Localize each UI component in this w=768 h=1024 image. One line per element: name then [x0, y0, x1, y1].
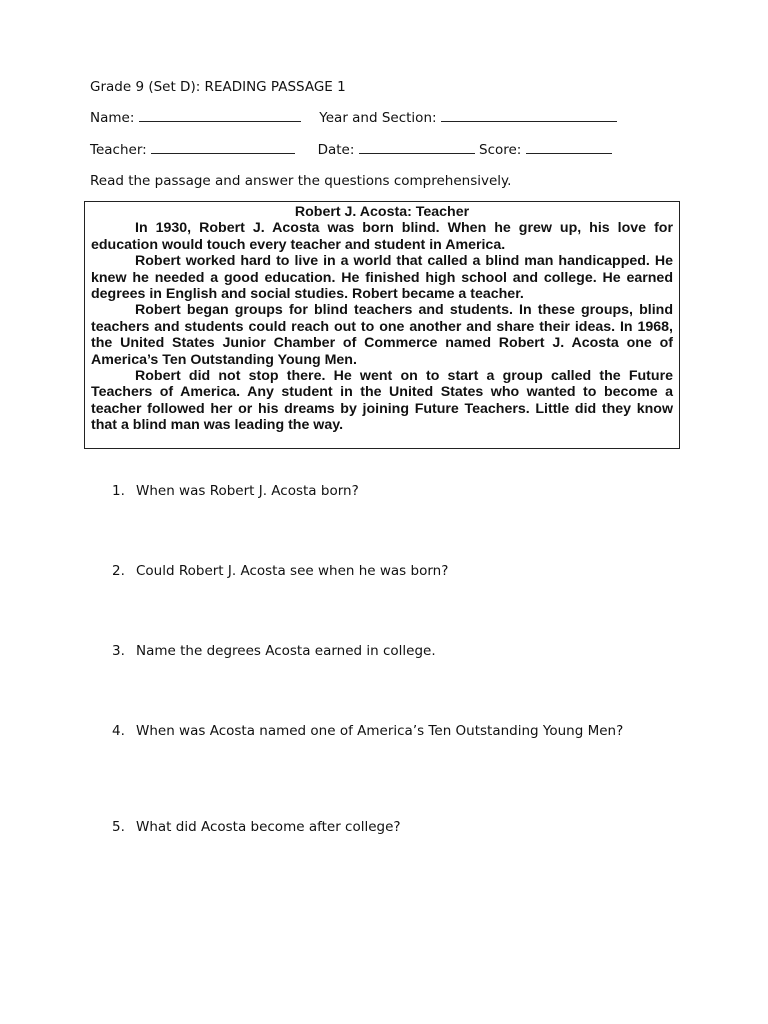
instruction-text: Read the passage and answer the questions comprehensively. [90, 173, 512, 189]
passage-paragraph: Robert worked hard to live in a world that called a blind man handicapped. He knew he needed a good education. He finished high school and college. He earned degrees in English and social studies. Robert became a teacher. [91, 253, 673, 303]
question-item [112, 723, 652, 740]
passage-paragraph: Robert did not stop there. He went on to start a group called the Future Teachers of America. Any student in the United States who wanted to become a teacher followed her or his dreams by joining Future Teachers. Little did they know that a blind man was leading the way. [91, 368, 673, 434]
question-item [112, 819, 672, 836]
teacher-label: Teacher: [90, 142, 147, 158]
name-label: Name: [90, 110, 135, 126]
reading-passage-box [84, 201, 680, 449]
question-number: 3. [112, 643, 125, 659]
student-info-row [90, 109, 617, 127]
question-number: 4. [112, 723, 125, 739]
score-blank[interactable] [526, 141, 612, 154]
worksheet-title: Grade 9 (Set D): READING PASSAGE 1 [90, 79, 346, 95]
question-text: When was Robert J. Acosta born? [136, 483, 359, 499]
date-label: Date: [317, 142, 355, 158]
question-number: 1. [112, 483, 125, 499]
question-text: Could Robert J. Acosta see when he was born? [136, 563, 449, 579]
score-label: Score: [479, 142, 522, 158]
question-item [112, 483, 672, 500]
question-number: 2. [112, 563, 125, 579]
date-blank[interactable] [359, 141, 475, 154]
question-item [112, 643, 672, 660]
passage-paragraph: Robert began groups for blind teachers and students. In these groups, blind teachers and students could reach out to one another and share their ideas. In 1968, the United States Junior Chamber of Commerce named Robert J. Acosta one of America’s Ten Outstanding Young Men. [91, 302, 673, 368]
question-item [112, 563, 672, 580]
teacher-info-row [90, 141, 612, 159]
year-section-label: Year and Section: [319, 110, 437, 126]
question-text: What did Acosta become after college? [136, 819, 401, 835]
teacher-blank[interactable] [151, 141, 295, 154]
passage-title: Robert J. Acosta: Teacher [294, 204, 470, 220]
question-number: 5. [112, 819, 125, 835]
year-section-blank[interactable] [441, 109, 617, 122]
question-text: Name the degrees Acosta earned in college. [136, 643, 436, 659]
passage-paragraph: In 1930, Robert J. Acosta was born blind. When he grew up, his love for education would touch every teacher and student in America. [91, 220, 673, 253]
name-blank[interactable] [139, 109, 301, 122]
question-text: When was Acosta named one of America’s Ten Outstanding Young Men? [136, 723, 624, 739]
